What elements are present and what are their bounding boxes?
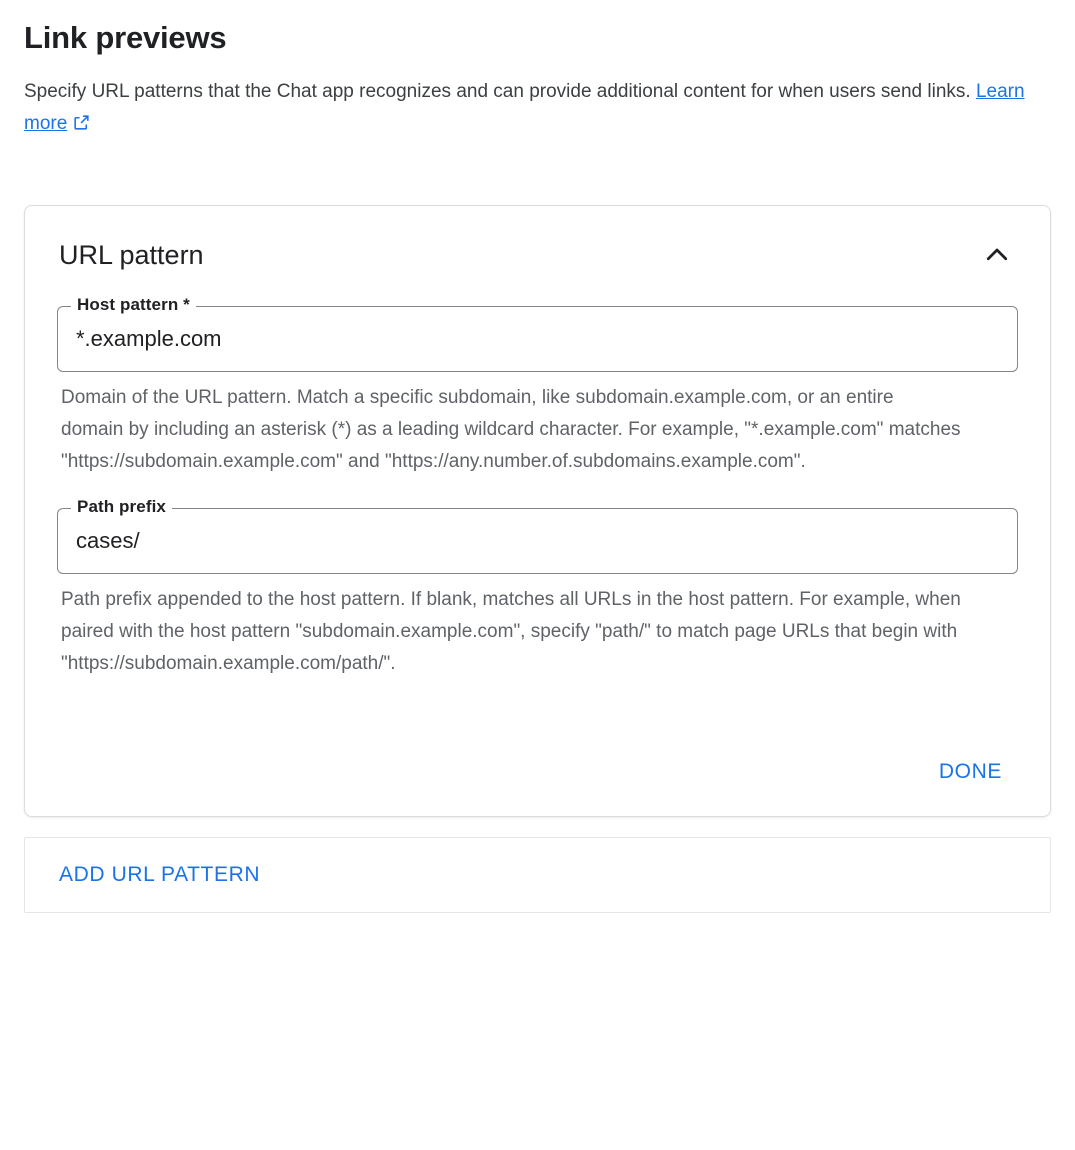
card-actions [57,752,1018,792]
done-button[interactable]: DONE [927,752,1014,792]
host-pattern-help: Domain of the URL pattern. Match a specific subdomain, like subdomain.example.com, or an entire domain by including an asterisk (*) as a leading wildcard character. For example, "*.example.com" matches "https://subdomain.example.com" and "https://any.number.of.subdomains.example.com". [61,387,961,472]
path-prefix-label: Path prefix [71,497,172,517]
url-pattern-card [24,205,1051,817]
add-url-pattern-button[interactable]: ADD URL PATTERN [55,855,264,895]
host-pattern-input[interactable] [76,326,999,352]
url-pattern-title: URL pattern [59,240,204,270]
path-prefix-help: Path prefix appended to the host pattern. If blank, matches all URLs in the host pattern. For example, when paired with the host pattern "subdomain.example.com", specify "path/" to match page URLs that begin with "https://subdomain.example.com/path/". [61,589,961,674]
host-pattern-label: Host pattern * [71,295,196,315]
host-pattern-input-box[interactable] [57,306,1018,372]
chevron-up-icon[interactable] [976,234,1018,276]
host-pattern-field [57,295,1018,478]
page-description-text: Specify URL patterns that the Chat app recognizes and can provide additional content for when users send links. [24,81,976,102]
path-prefix-input-box[interactable] [57,508,1018,574]
open-in-new-icon [72,111,91,143]
add-url-pattern-bar[interactable] [24,837,1051,913]
learn-more-link[interactable]: Learn more [24,81,1025,134]
page-description [24,76,1044,143]
page-title: Link previews [24,20,227,55]
url-pattern-card-header [57,234,1018,276]
path-prefix-input[interactable] [76,528,999,554]
path-prefix-field [57,497,1018,680]
